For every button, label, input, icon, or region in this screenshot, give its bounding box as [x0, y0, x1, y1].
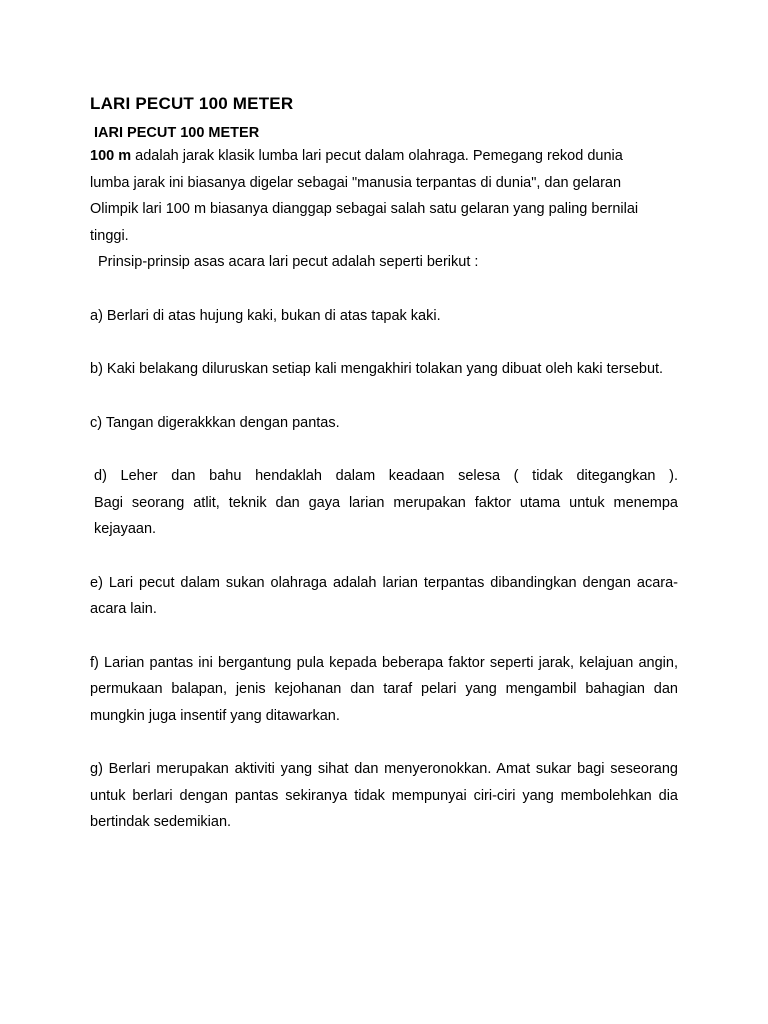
intro-line-1 — [90, 143, 678, 170]
document-page — [90, 93, 678, 836]
item-e: e) Lari pecut dalam sukan olahraga adalah larian terpantas dibandingkan dengan acara-acara lain. — [90, 574, 678, 617]
item-d-line-2: Bagi seorang atlit, teknik dan gaya larian merupakan faktor utama untuk menempa kejayaan. — [94, 494, 678, 537]
item-c: c) Tangan digerakkkan dengan pantas. — [90, 414, 340, 431]
intro-paragraph — [90, 143, 678, 249]
document-title: LARI PECUT 100 METER — [90, 94, 294, 113]
intro-bold-term: 100 m — [90, 148, 132, 164]
document-subtitle: IARI PECUT 100 METER — [94, 125, 260, 141]
intro-line-4: tinggi. — [90, 227, 129, 244]
item-f: f) Larian pantas ini bergantung pula kepada beberapa faktor seperti jarak, kelajuan angin, permukaan balapan, jenis kejohanan dan taraf pelari yang mengambil bahagian dan mungkin juga insentif yang ditawarkan. — [90, 654, 678, 724]
intro-line-2: lumba jarak ini biasanya digelar sebagai "manusia terpantas di dunia", dan gelaran — [90, 174, 622, 191]
item-d — [90, 463, 678, 543]
principles-intro: Prinsip-prinsip asas acara lari pecut adalah seperti berikut : — [98, 254, 479, 270]
intro-line-1-text: adalah jarak klasik lumba lari pecut dalam olahraga. Pemegang rekod dunia — [131, 148, 623, 164]
item-g: g) Berlari merupakan aktiviti yang sihat dan menyeronokkan. Amat sukar bagi seseorang untuk berlari dengan pantas sekiranya tidak mempunyai ciri-ciri yang membolehkan dia bertindak sedemikian. — [90, 761, 678, 830]
item-a: a) Berlari di atas hujung kaki, bukan di atas tapak kaki. — [90, 307, 441, 324]
item-d-line-1: d) Leher dan bahu hendaklah dalam keadaan selesa ( tidak ditegangkan ). — [94, 468, 678, 484]
intro-line-3: Olimpik lari 100 m biasanya dianggap sebagai salah satu gelaran yang paling bernilai — [90, 201, 639, 217]
item-b: b) Kaki belakang diluruskan setiap kali mengakhiri tolakan yang dibuat oleh kaki tersebut. — [90, 361, 664, 377]
